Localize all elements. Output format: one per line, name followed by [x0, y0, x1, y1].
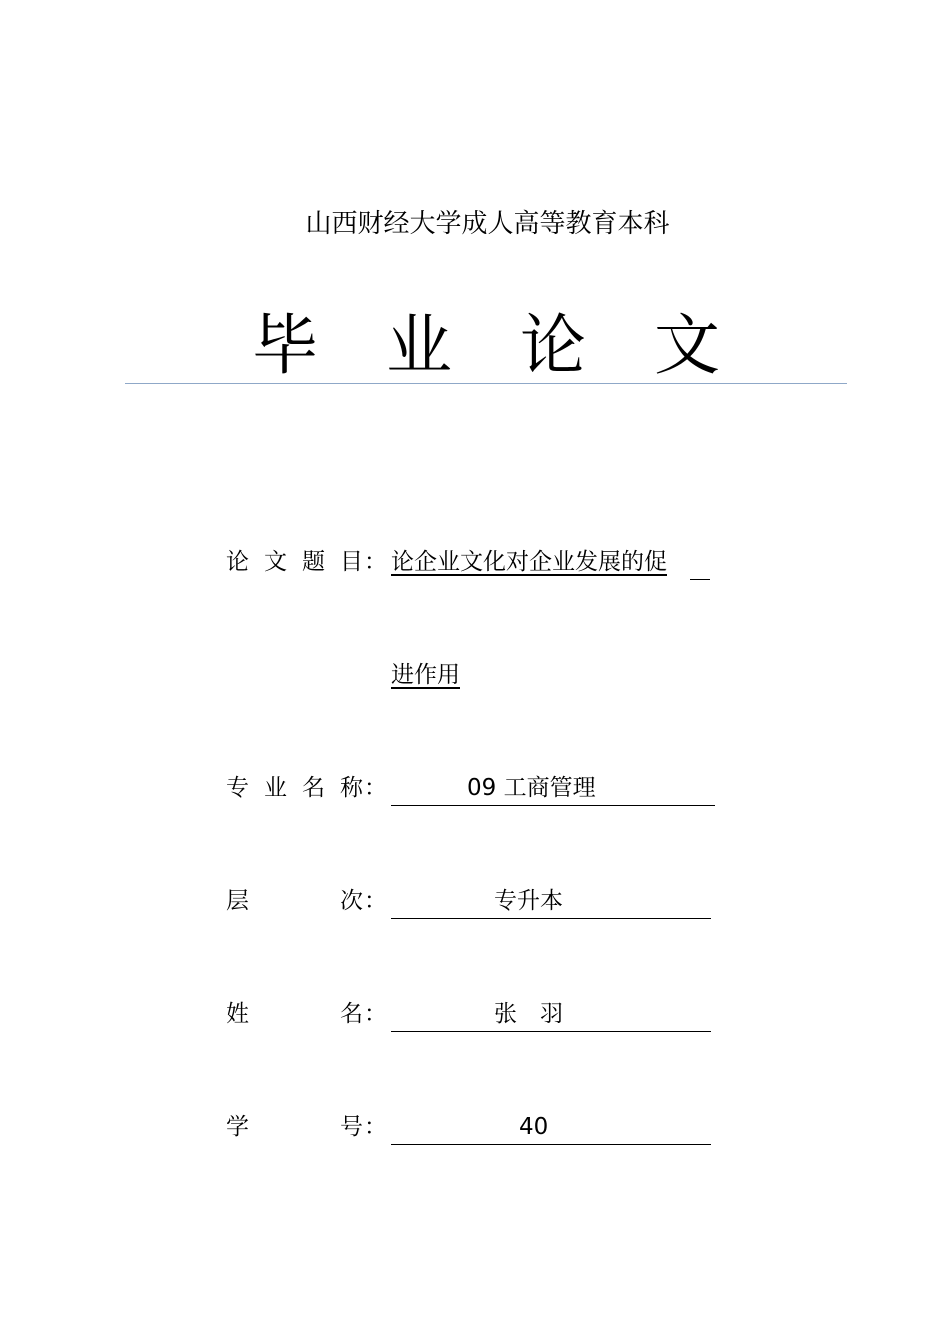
topic-value-line-2: 进作用 — [391, 662, 460, 688]
major-colon: ： — [364, 775, 387, 801]
level-colon: ： — [364, 888, 387, 914]
name-label-char-1: 姓 — [226, 1001, 249, 1027]
institution-title: 山西财经大学成人高等教育本科 — [305, 209, 670, 239]
name-value: 张 羽 — [494, 1001, 563, 1027]
topic-underline-tail — [690, 545, 710, 580]
topic-colon: ： — [364, 549, 387, 575]
header-divider — [125, 383, 847, 384]
name-underline — [391, 997, 711, 1032]
major-label-char-2: 业 — [264, 775, 287, 801]
level-underline — [391, 884, 711, 919]
doc-type-char-1: 毕 — [252, 307, 318, 384]
topic-value-line-1: 论企业文化对企业发展的促 — [391, 549, 667, 575]
major-label-char-3: 名 — [302, 775, 325, 801]
topic-label-char-3: 题 — [302, 549, 325, 575]
name-label-char-2: 名 — [340, 1001, 363, 1027]
topic-label-char-2: 文 — [264, 549, 287, 575]
student-id-value: 40 — [519, 1114, 549, 1140]
doc-type-char-2: 业 — [386, 307, 452, 384]
student-id-colon: ： — [364, 1114, 387, 1140]
doc-type-char-3: 论 — [520, 307, 586, 384]
major-label-char-1: 专 — [226, 775, 249, 801]
major-label-char-4: 称 — [340, 775, 363, 801]
major-value: 09 工商管理 — [467, 775, 596, 801]
level-label-char-1: 层 — [226, 888, 249, 914]
level-value: 专升本 — [494, 888, 563, 914]
doc-type-char-4: 文 — [654, 307, 720, 384]
topic-label-char-1: 论 — [226, 549, 249, 575]
major-underline — [391, 771, 715, 806]
student-id-label-char-1: 学 — [226, 1114, 249, 1140]
level-label-char-2: 次 — [340, 888, 363, 914]
student-id-underline — [391, 1110, 711, 1145]
student-id-label-char-2: 号 — [340, 1114, 363, 1140]
topic-label-char-4: 目 — [340, 549, 363, 575]
name-colon: ： — [364, 1001, 387, 1027]
